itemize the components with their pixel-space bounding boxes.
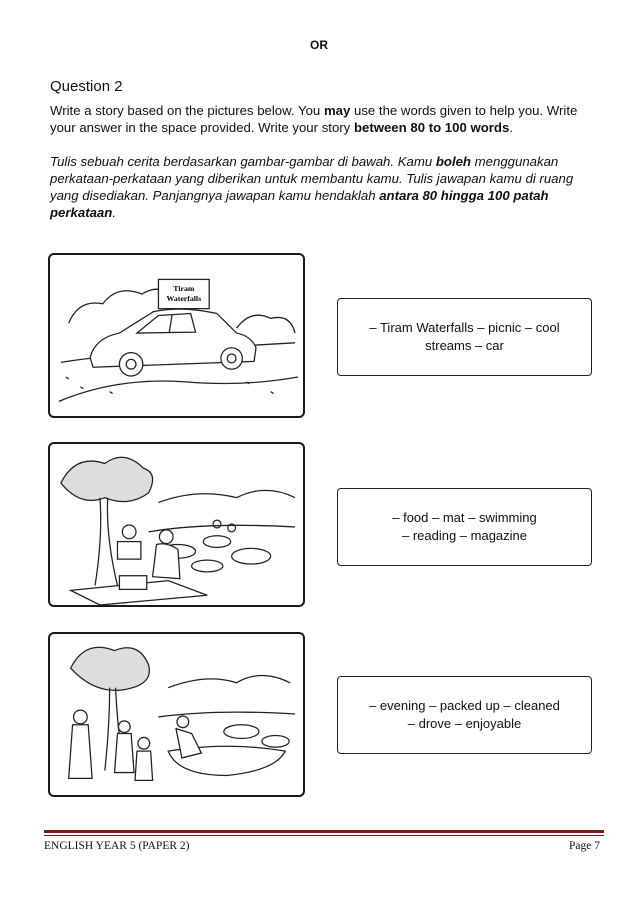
car-scene-illustration: [50, 255, 303, 416]
instr-ms-text-1: Tulis sebuah cerita berdasarkan gambar-gambar di bawah. Kamu: [50, 154, 436, 169]
instr-ms-text-2: menggunakan perkataan-perkataan yang diberikan untuk membantu kamu. Tulis jawapan kamu di ruang yang disediakan. Panjangnya jawapan kamu hendaklah: [50, 154, 574, 203]
footer-left: ENGLISH YEAR 5 (PAPER 2): [44, 840, 190, 852]
word-box-3-line-2: – drove – enjoyable: [407, 716, 522, 731]
instr-en-text-3: .: [509, 120, 513, 135]
footer-rule-thin: [44, 835, 604, 836]
instr-en-bold-may: may: [323, 103, 351, 118]
instr-ms-bold-wordcount: antara 80 hingga 100 patah perkataan: [50, 188, 549, 220]
picnic-scene-illustration: [50, 444, 303, 605]
word-box-1-line-2: streams – car: [425, 338, 504, 353]
word-box-3: [337, 676, 592, 754]
word-box-3-line-1: – evening – packed up – cleaned: [369, 698, 560, 713]
instructions-malay: [50, 153, 598, 221]
instr-ms-bold-boleh: boleh: [435, 154, 471, 169]
instr-ms-text-3: .: [112, 205, 116, 220]
picture-3-packing-up: [48, 632, 305, 797]
sign-line-2: Waterfalls: [166, 293, 202, 303]
instr-en-text-1: Write a story based on the pictures below. You: [50, 103, 324, 118]
packing-scene-illustration: [50, 634, 303, 795]
word-box-2-line-2: – reading – magazine: [401, 528, 528, 543]
picture-2-picnic: [48, 442, 305, 607]
footer-rule: [44, 830, 604, 833]
or-label: OR: [310, 38, 328, 52]
word-box-1-line-1: – Tiram Waterfalls – picnic – cool: [369, 320, 560, 335]
sign-line-1: Tiram: [173, 284, 195, 294]
instr-en-text-2: use the words given to help you. Write your answer in the space provided. Write your story: [50, 103, 578, 135]
instructions-english: [50, 102, 598, 136]
word-box-2: [337, 488, 592, 566]
word-box-1: [337, 298, 592, 376]
picture-1-car-arrival: [48, 253, 305, 418]
word-box-2-line-1: – food – mat – swimming: [392, 510, 537, 525]
question-title: Question 2: [50, 78, 123, 95]
instr-en-bold-wordcount: between 80 to 100 words: [353, 120, 510, 135]
footer-page-number: Page 7: [569, 840, 600, 852]
